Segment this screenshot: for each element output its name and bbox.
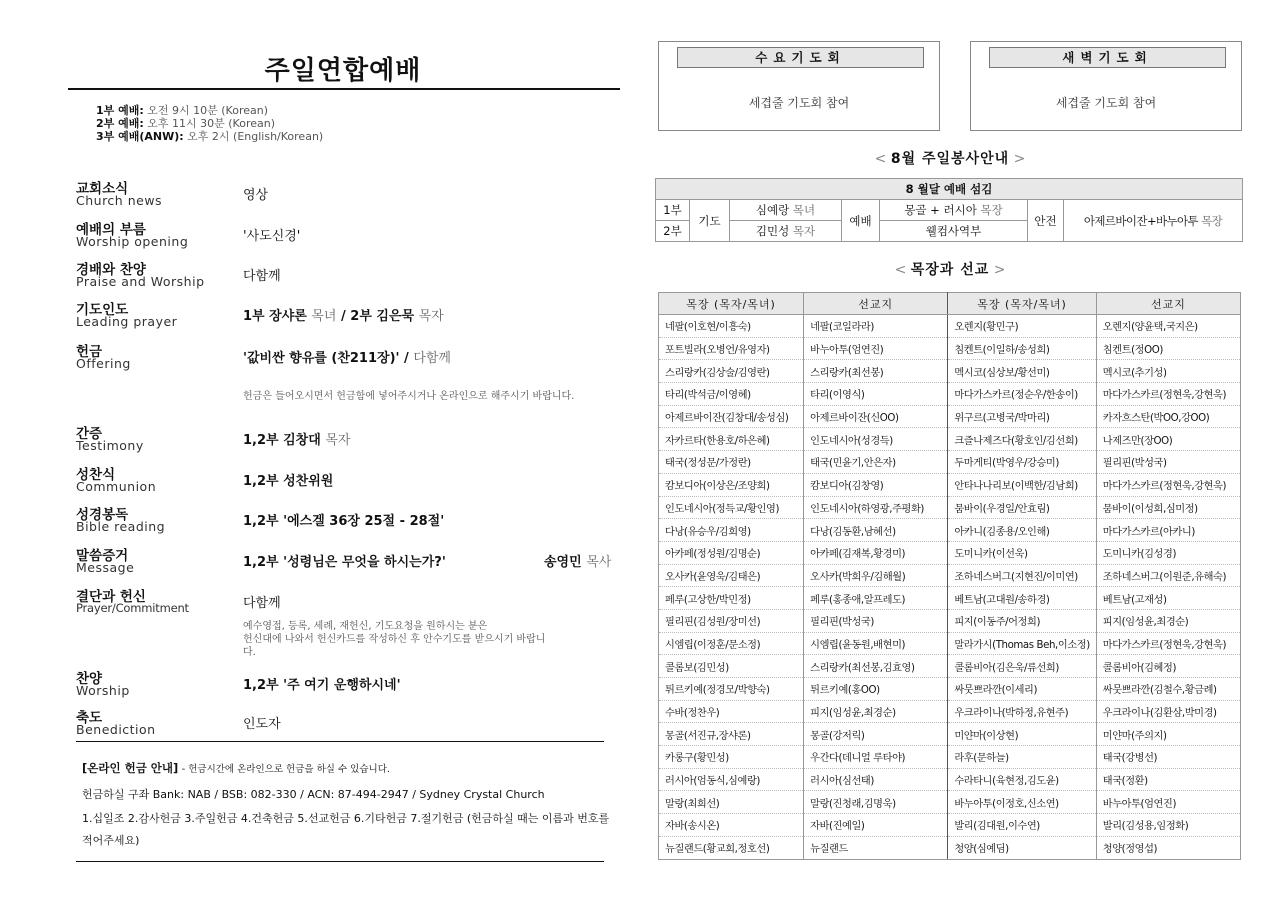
table-cell: 스리랑카(최선봉) xyxy=(804,360,948,383)
service-schedule xyxy=(96,104,323,143)
table-cell: 아제르바이잔(신OO) xyxy=(804,405,948,428)
table-cell: 두마게티(박영우/강승미) xyxy=(948,451,1096,474)
dawn-prayer-box: 새벽기도회 세겹줄 기도회 참여 xyxy=(970,41,1242,131)
table-row xyxy=(659,383,1241,406)
table-cell: 크즐나제즈다(황호인/김선희) xyxy=(948,428,1096,451)
table-cell: 우크라이나(김환삼,박미경) xyxy=(1096,700,1240,723)
table-cell: 베트남(고대원/송하경) xyxy=(948,587,1096,610)
table-cell: 뭄바이(이성희,심미정) xyxy=(1096,496,1240,519)
table-cell: 태국(정환) xyxy=(1096,768,1240,791)
table-cell: 도미니카(김성경) xyxy=(1096,541,1240,564)
table-cell: 피지(이동주/어정희) xyxy=(948,609,1096,632)
table-cell: 말라가시(Thomas Beh,이소정) xyxy=(948,632,1096,655)
table-row xyxy=(659,632,1241,655)
table-cell: 발리(김성용,임정화) xyxy=(1096,814,1240,837)
table-cell: 아카니(김종용/오인해) xyxy=(948,519,1096,542)
table-cell: 뉴질랜드(황교희,정호선) xyxy=(659,836,804,859)
table-cell: 싸뭇쁘라깐(김철수,황금례) xyxy=(1096,678,1240,701)
table-row xyxy=(659,746,1241,769)
table-cell: 우크라이나(박하정,유현주) xyxy=(948,700,1096,723)
table-cell: 멕시코(추기성) xyxy=(1096,360,1240,383)
table-cell: 인도네시아(정득교/황인영) xyxy=(659,496,804,519)
table-row xyxy=(659,814,1241,837)
table-cell: 침켄트(정OO) xyxy=(1096,337,1240,360)
table-cell: 아제르바이잔(김창대/송성심) xyxy=(659,405,804,428)
table-cell: 스리랑카(김상술/김영란) xyxy=(659,360,804,383)
mission-col-header: 선교지 xyxy=(1096,293,1240,315)
table-cell: 피지(임성윤,최경순) xyxy=(804,700,948,723)
table-cell: 마다가스카르(정순우/한송이) xyxy=(948,383,1096,406)
table-cell: 자바(송시온) xyxy=(659,814,804,837)
table-cell: 말랑(최희선) xyxy=(659,791,804,814)
table-cell: 포트빌라(오병언/유영자) xyxy=(659,337,804,360)
table-row xyxy=(659,473,1241,496)
info-panel xyxy=(655,0,1245,905)
left-angle-icon: < xyxy=(874,151,887,167)
table-cell: 멕시코(심상보/황선미) xyxy=(948,360,1096,383)
serve-row-1: 1부 기도 심예랑 목녀 예배 몽골 + 러시아 목장 안전 아제르바이잔+바누아투 목장 xyxy=(656,200,1243,221)
table-cell: 러시아(심선태) xyxy=(804,768,948,791)
table-cell: 마다가스카르(정현욱,강현욱) xyxy=(1096,473,1240,496)
serve-table-header: 8 월달 예배 섬김 xyxy=(656,179,1243,200)
table-cell: 도미니카(이선욱) xyxy=(948,541,1096,564)
table-row xyxy=(659,587,1241,610)
table-cell: 뭄바이(우경일/안효림) xyxy=(948,496,1096,519)
table-row xyxy=(659,496,1241,519)
table-cell: 수라타니(육현정,김도윤) xyxy=(948,768,1096,791)
table-cell: 청양(심예딤) xyxy=(948,836,1096,859)
table-row xyxy=(659,723,1241,746)
table-cell: 자바(진예일) xyxy=(804,814,948,837)
table-cell: 타리(박석금/이영혜) xyxy=(659,383,804,406)
table-cell: 아카페(김재복,황경미) xyxy=(804,541,948,564)
table-row xyxy=(659,451,1241,474)
table-cell: 조하네스버그(이원준,유해숙) xyxy=(1096,564,1240,587)
table-cell: 페루(홍종애,알프레도) xyxy=(804,587,948,610)
table-cell: 몽골(강저릭) xyxy=(804,723,948,746)
table-row xyxy=(659,700,1241,723)
mission-col-header: 선교지 xyxy=(804,293,948,315)
table-cell: 타리(이영식) xyxy=(804,383,948,406)
mission-table xyxy=(658,292,1241,860)
mission-heading: < 목장과 선교 > xyxy=(894,262,1006,278)
right-angle-icon: > xyxy=(1013,151,1026,167)
title-divider xyxy=(68,88,620,90)
table-row xyxy=(659,360,1241,383)
table-cell: 조하네스버그(지현진/이미연) xyxy=(948,564,1096,587)
table-cell: 수바(정찬우) xyxy=(659,700,804,723)
table-cell: 네팔(이호현/이흥숙) xyxy=(659,315,804,338)
table-cell: 튀르키예(정경모/박향숙) xyxy=(659,678,804,701)
table-row xyxy=(659,768,1241,791)
table-cell: 싸뭇쁘라깐(이세리) xyxy=(948,678,1096,701)
table-cell: 위구르(고병국/박마리) xyxy=(948,405,1096,428)
table-cell: 콜롬보(김민성) xyxy=(659,655,804,678)
table-cell: 다낭(김동환,남혜선) xyxy=(804,519,948,542)
table-cell: 태국(정성문/가정란) xyxy=(659,451,804,474)
schedule-line-3: 3부 예배(ANW): 오후 2시 (English/Korean) xyxy=(96,130,324,143)
serve-heading: < 8월 주일봉사안내 > xyxy=(874,151,1026,167)
table-cell: 태국(강병선) xyxy=(1096,746,1240,769)
page-title: 주일연합예배 xyxy=(264,56,422,86)
table-cell: 스리랑카(최선봉,김효영) xyxy=(804,655,948,678)
table-row xyxy=(659,655,1241,678)
table-cell: 오렌지(양윤택,국지은) xyxy=(1096,315,1240,338)
mission-table-body xyxy=(659,315,1241,860)
table-cell: 우간다(데니얼 루타야) xyxy=(804,746,948,769)
online-divider-top xyxy=(76,741,604,742)
online-bank-info: 헌금하실 구좌 Bank: NAB / BSB: 082-330 / ACN: 87-494-2947 / Sydney Crystal Church xyxy=(82,788,545,801)
table-cell: 태국(민윤기,안은자) xyxy=(804,451,948,474)
online-offering-title: [온라인 헌금 안내] - 헌금시간에 온라인으로 헌금을 하실 수 있습니다. xyxy=(82,761,390,775)
table-cell: 필리핀(박성국) xyxy=(1096,451,1240,474)
table-cell: 바누아투(엄연진) xyxy=(1096,791,1240,814)
mission-col-header: 목장 (목자/목녀) xyxy=(948,293,1096,315)
online-divider-bottom xyxy=(76,861,604,862)
table-cell: 튀르키예(홍OO) xyxy=(804,678,948,701)
table-cell: 카롱구(황민성) xyxy=(659,746,804,769)
commitment-note: 예수영접, 등록, 세례, 재헌신, 기도요청을 원하시는 분은 헌신대에 나와서 헌신카드를 작성하신 후 안수기도를 받으시기 바랍니 다. xyxy=(243,621,546,658)
table-cell: 시엠립(이정훈/문소정) xyxy=(659,632,804,655)
offering-types: 1.십일조 2.감사헌금 3.주일헌금 4.건축헌금 5.선교헌금 6.기타헌금 7.절기헌금 (헌금하실 때는 이름과 번호를 xyxy=(82,812,610,825)
serve-row-2: 2부 김민성 목자 웰컴사역부 xyxy=(656,221,1243,242)
table-cell: 네팔(코일라라) xyxy=(804,315,948,338)
table-cell: 미얀마(주의지) xyxy=(1096,723,1240,746)
table-row xyxy=(659,337,1241,360)
table-cell: 시엠립(윤동원,배현미) xyxy=(804,632,948,655)
table-row xyxy=(659,541,1241,564)
table-cell: 오사카(박희우/김해월) xyxy=(804,564,948,587)
table-cell: 바누아투(이정호,신소연) xyxy=(948,791,1096,814)
table-cell: 베트남(고재성) xyxy=(1096,587,1240,610)
right-angle-icon: > xyxy=(993,262,1006,278)
schedule-line-2: 2부 예배: 오후 11시 30분 (Korean) xyxy=(96,117,275,130)
table-cell: 말랑(진청래,김명욱) xyxy=(804,791,948,814)
serve-table xyxy=(655,178,1243,242)
schedule-line-1: 1부 예배: 오전 9시 10분 (Korean) xyxy=(96,104,268,117)
table-row xyxy=(659,519,1241,542)
order-of-service-panel: 주일연합예배 1부 예배: 오전 9시 10분 (Korean) 2부 예배: 오후 11시 30분 (Korean) 3부 예배(ANW): 오후 2시 (English/Korean) 교회소식 Church news 영상 예배의 부름 Worship opening '사도신경' 경배와 찬양 Praise and Worship 다함께 기도인도 Leading prayer 1부 장샤론 목녀 / 2부 김은묵 목자 헌금 Offering '값비싼 향유를 (찬211장)' / 다함께 헌금은 들어오시면서 헌금함에 넣어주시거나 온라인으로 해주시기 바랍니다. 간증 Testimony 1,2부 김창대 목자 성찬식 Communion 1,2부 성찬위원 성경봉독 Bible reading 1,2부 '에스겔 36장 25절 - 28절' 말씀증거 Message 1,2부 '성령님은 무엇을 하시는가?' 송영민 목사 결단과 헌신 Prayer/Commitment 다함께 예수영접, 등록, 세례, 재헌신, 기도요청을 원하시는 분은 헌신대에 나와서 헌신카드를 작성하신 후 안수기도를 받으시기 바랍니 다. 찬양 Worship 1,2부 '주 여기 운행하시네' 축도 Benediction 인도자 [온라인 헌금 안내] - 헌금시간에 온라인으로 헌금을 하실 수 있습니다. 헌금하실 구좌 Bank: NAB / BSB: 082-330 / ACN: 87-494-2947 / Sydney Crystal Church 1.십일조 2.감사헌금 3.주일헌금 4.건축헌금 5.선교헌금 6.기타헌금 7.절기헌금 (헌금하실 때는 이름과 번호를 적어주세요) xyxy=(68,0,618,905)
table-cell: 아카페(정성원/김명순) xyxy=(659,541,804,564)
table-cell: 캄보디아(김창영) xyxy=(804,473,948,496)
table-cell: 인도네시아(성경득) xyxy=(804,428,948,451)
table-cell: 안타나나리보(이백한/김남희) xyxy=(948,473,1096,496)
table-cell: 피지(임성윤,최경순) xyxy=(1096,609,1240,632)
table-row xyxy=(659,315,1241,338)
preacher: 송영민 목사 xyxy=(544,555,612,570)
table-cell: 콜롬비아(김혜정) xyxy=(1096,655,1240,678)
table-cell: 뉴질랜드 xyxy=(804,836,948,859)
table-cell: 청양(정영섭) xyxy=(1096,836,1240,859)
table-cell: 나제즈만(장OO) xyxy=(1096,428,1240,451)
table-row xyxy=(659,836,1241,859)
table-cell: 바누아투(엄연진) xyxy=(804,337,948,360)
table-cell: 캄보디아(이상은/조양희) xyxy=(659,473,804,496)
wednesday-prayer-box: 수요기도회 세겹줄 기도회 참여 xyxy=(658,41,940,131)
table-cell: 인도네시아(하영광,주평화) xyxy=(804,496,948,519)
table-cell: 오사카(윤영욱/김태은) xyxy=(659,564,804,587)
table-cell: 라후(문하늘) xyxy=(948,746,1096,769)
table-row xyxy=(659,609,1241,632)
table-row xyxy=(659,791,1241,814)
table-cell: 발리(김대원,이수연) xyxy=(948,814,1096,837)
table-row xyxy=(659,678,1241,701)
table-cell: 페루(고상한/박민정) xyxy=(659,587,804,610)
offering-note: 헌금은 들어오시면서 헌금함에 넣어주시거나 온라인으로 해주시기 바랍니다. xyxy=(243,391,575,402)
table-cell: 마다가스카르(정현욱,강현욱) xyxy=(1096,383,1240,406)
table-cell: 다낭(유승우/김희영) xyxy=(659,519,804,542)
table-cell: 마다가스카르(아카니) xyxy=(1096,519,1240,542)
table-cell: 미얀마(이상현) xyxy=(948,723,1096,746)
offering-types-cont: 적어주세요) xyxy=(82,834,140,847)
table-row xyxy=(659,405,1241,428)
table-cell: 필리핀(박성국) xyxy=(804,609,948,632)
table-cell: 콜롬비아(김은욱/류선희) xyxy=(948,655,1096,678)
table-cell: 마다가스카르(정현욱,강현욱) xyxy=(1096,632,1240,655)
table-cell: 오렌지(황민구) xyxy=(948,315,1096,338)
table-cell: 러시아(엄동식,심예랑) xyxy=(659,768,804,791)
table-cell: 카자흐스탄(박OO,강OO) xyxy=(1096,405,1240,428)
left-angle-icon: < xyxy=(894,262,907,278)
table-cell: 몽골(서진규,장샤론) xyxy=(659,723,804,746)
table-cell: 자카르타(한용호/하은혜) xyxy=(659,428,804,451)
table-row xyxy=(659,428,1241,451)
table-cell: 필리핀(김성원/장미선) xyxy=(659,609,804,632)
table-row xyxy=(659,564,1241,587)
mission-col-header: 목장 (목자/목녀) xyxy=(659,293,804,315)
table-cell: 침켄트(이일하/송성희) xyxy=(948,337,1096,360)
